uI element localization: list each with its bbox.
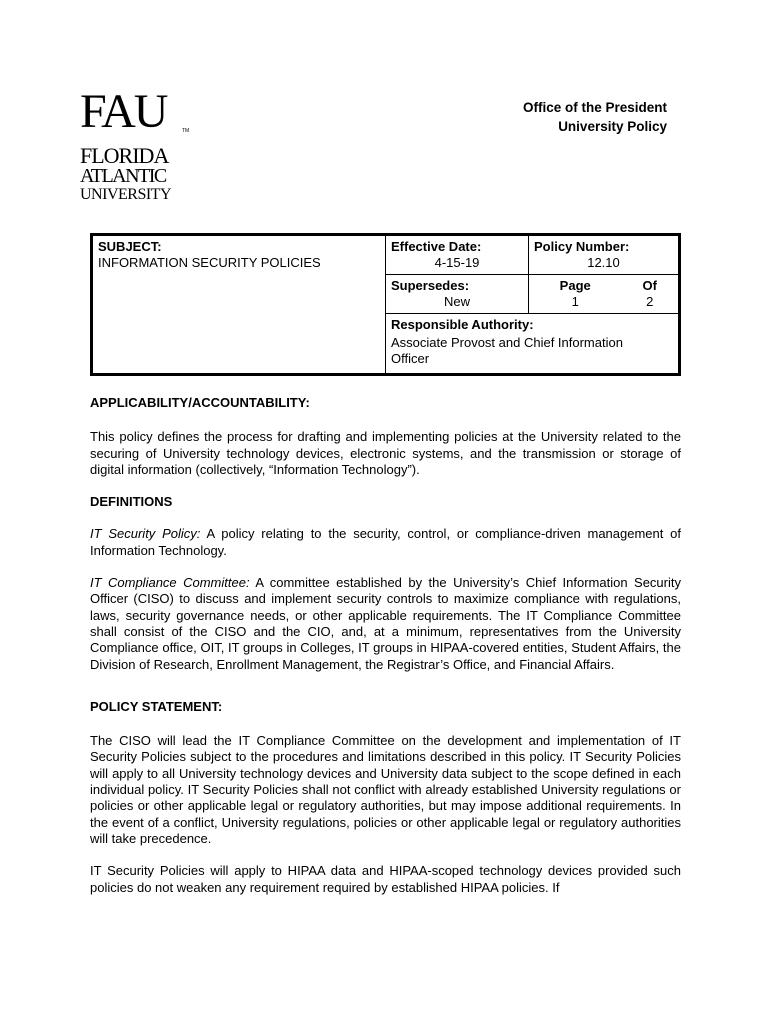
effective-label: Effective Date: — [391, 239, 482, 254]
logo-line-1: FLORIDA — [80, 143, 169, 168]
effective-cell — [386, 235, 529, 275]
supersedes-cell — [386, 275, 529, 314]
policy-number-label: Policy Number: — [534, 239, 630, 254]
logo-line-3: UNIVERSITY — [80, 186, 171, 203]
policy-paragraph-1: The CISO will lead the IT Compliance Committee on the development and implementation of IT Security Policies subject to the procedures and limitations described in this policy. IT Security Policies will apply to all University technology devices and University data subject to the scope defined in each individual policy. IT Security Policies shall not conflict with already established University regulations or policies or other applicable legal or regulatory authorities, but may impose additional requirements. In the event of a conflict, University regulations, policies or other applicable legal or regulatory authorities will take precedence. — [90, 733, 681, 846]
policy-statement-heading: POLICY STATEMENT: — [90, 698, 223, 714]
logo-line-2: ATLANTIC — [80, 165, 166, 187]
policy-number-cell — [529, 235, 680, 275]
office-line-1: Office of the President — [522, 100, 667, 115]
logo-mark: FAU — [80, 85, 167, 138]
fau-logo — [80, 85, 198, 203]
definition-it-compliance-committee — [90, 575, 681, 673]
subject-cell — [92, 235, 386, 375]
responsible-label: Responsible Authority: — [391, 317, 534, 332]
definition-it-security-policy — [90, 526, 681, 559]
office-heading — [523, 98, 667, 136]
def2-term: IT Compliance Committee: — [90, 575, 250, 591]
supersedes-label: Supersedes: — [391, 278, 470, 293]
of-label: Of — [642, 278, 657, 293]
supersedes-value: New — [443, 294, 470, 309]
policy-paragraph-2: IT Security Policies will apply to HIPAA data and HIPAA-scoped technology devices provided such policies do not weaken any requirement required by established HIPAA policies. If — [90, 863, 681, 895]
applicability-text: This policy defines the process for drafting and implementing policies at the University related to the securing of University technology devices, electronic systems, and the transmission or storage of digital information (collectively, “Information Technology”). — [90, 429, 681, 477]
subject-value: INFORMATION SECURITY POLICIES — [98, 255, 321, 270]
page-cell — [529, 275, 622, 314]
responsible-value: Associate Provost and Chief Information Officer — [391, 335, 623, 366]
logo-tm: TM — [182, 128, 190, 134]
of-cell — [621, 275, 679, 314]
of-value: 2 — [646, 294, 654, 309]
page-label: Page — [559, 278, 591, 293]
subject-label: SUBJECT: — [98, 239, 162, 254]
def2-text: A committee established by the University’s Chief Information Security Officer (CISO) to discuss and implement security controls to maximize compliance with regulations, laws, security governance needs, or other applicable requirements. The IT Compliance Committee shall consist of the CISO and the CIO, and, at a minimum, representatives from the University Compliance office, OIT, IT groups in Colleges, IT groups in HIPAA-covered entities, Student Affairs, the Division of Research, Enrollment Management, the Registrar’s Office, and Financial Affairs. — [90, 575, 681, 672]
applicability-heading: APPLICABILITY/ACCOUNTABILITY: — [90, 395, 310, 410]
office-line-2: University Policy — [558, 119, 667, 134]
policy-header-table — [90, 233, 681, 376]
page-value: 1 — [571, 294, 579, 309]
definitions-heading: DEFINITIONS — [90, 494, 173, 510]
effective-value: 4-15-19 — [434, 255, 480, 270]
policy-number-value: 12.10 — [587, 255, 620, 270]
def1-term: IT Security Policy: — [90, 526, 201, 542]
def1-text: A policy relating to the security, control, or compliance-driven management of Information Technology. — [90, 526, 682, 558]
policy-body — [90, 395, 681, 896]
responsible-cell — [386, 314, 680, 375]
